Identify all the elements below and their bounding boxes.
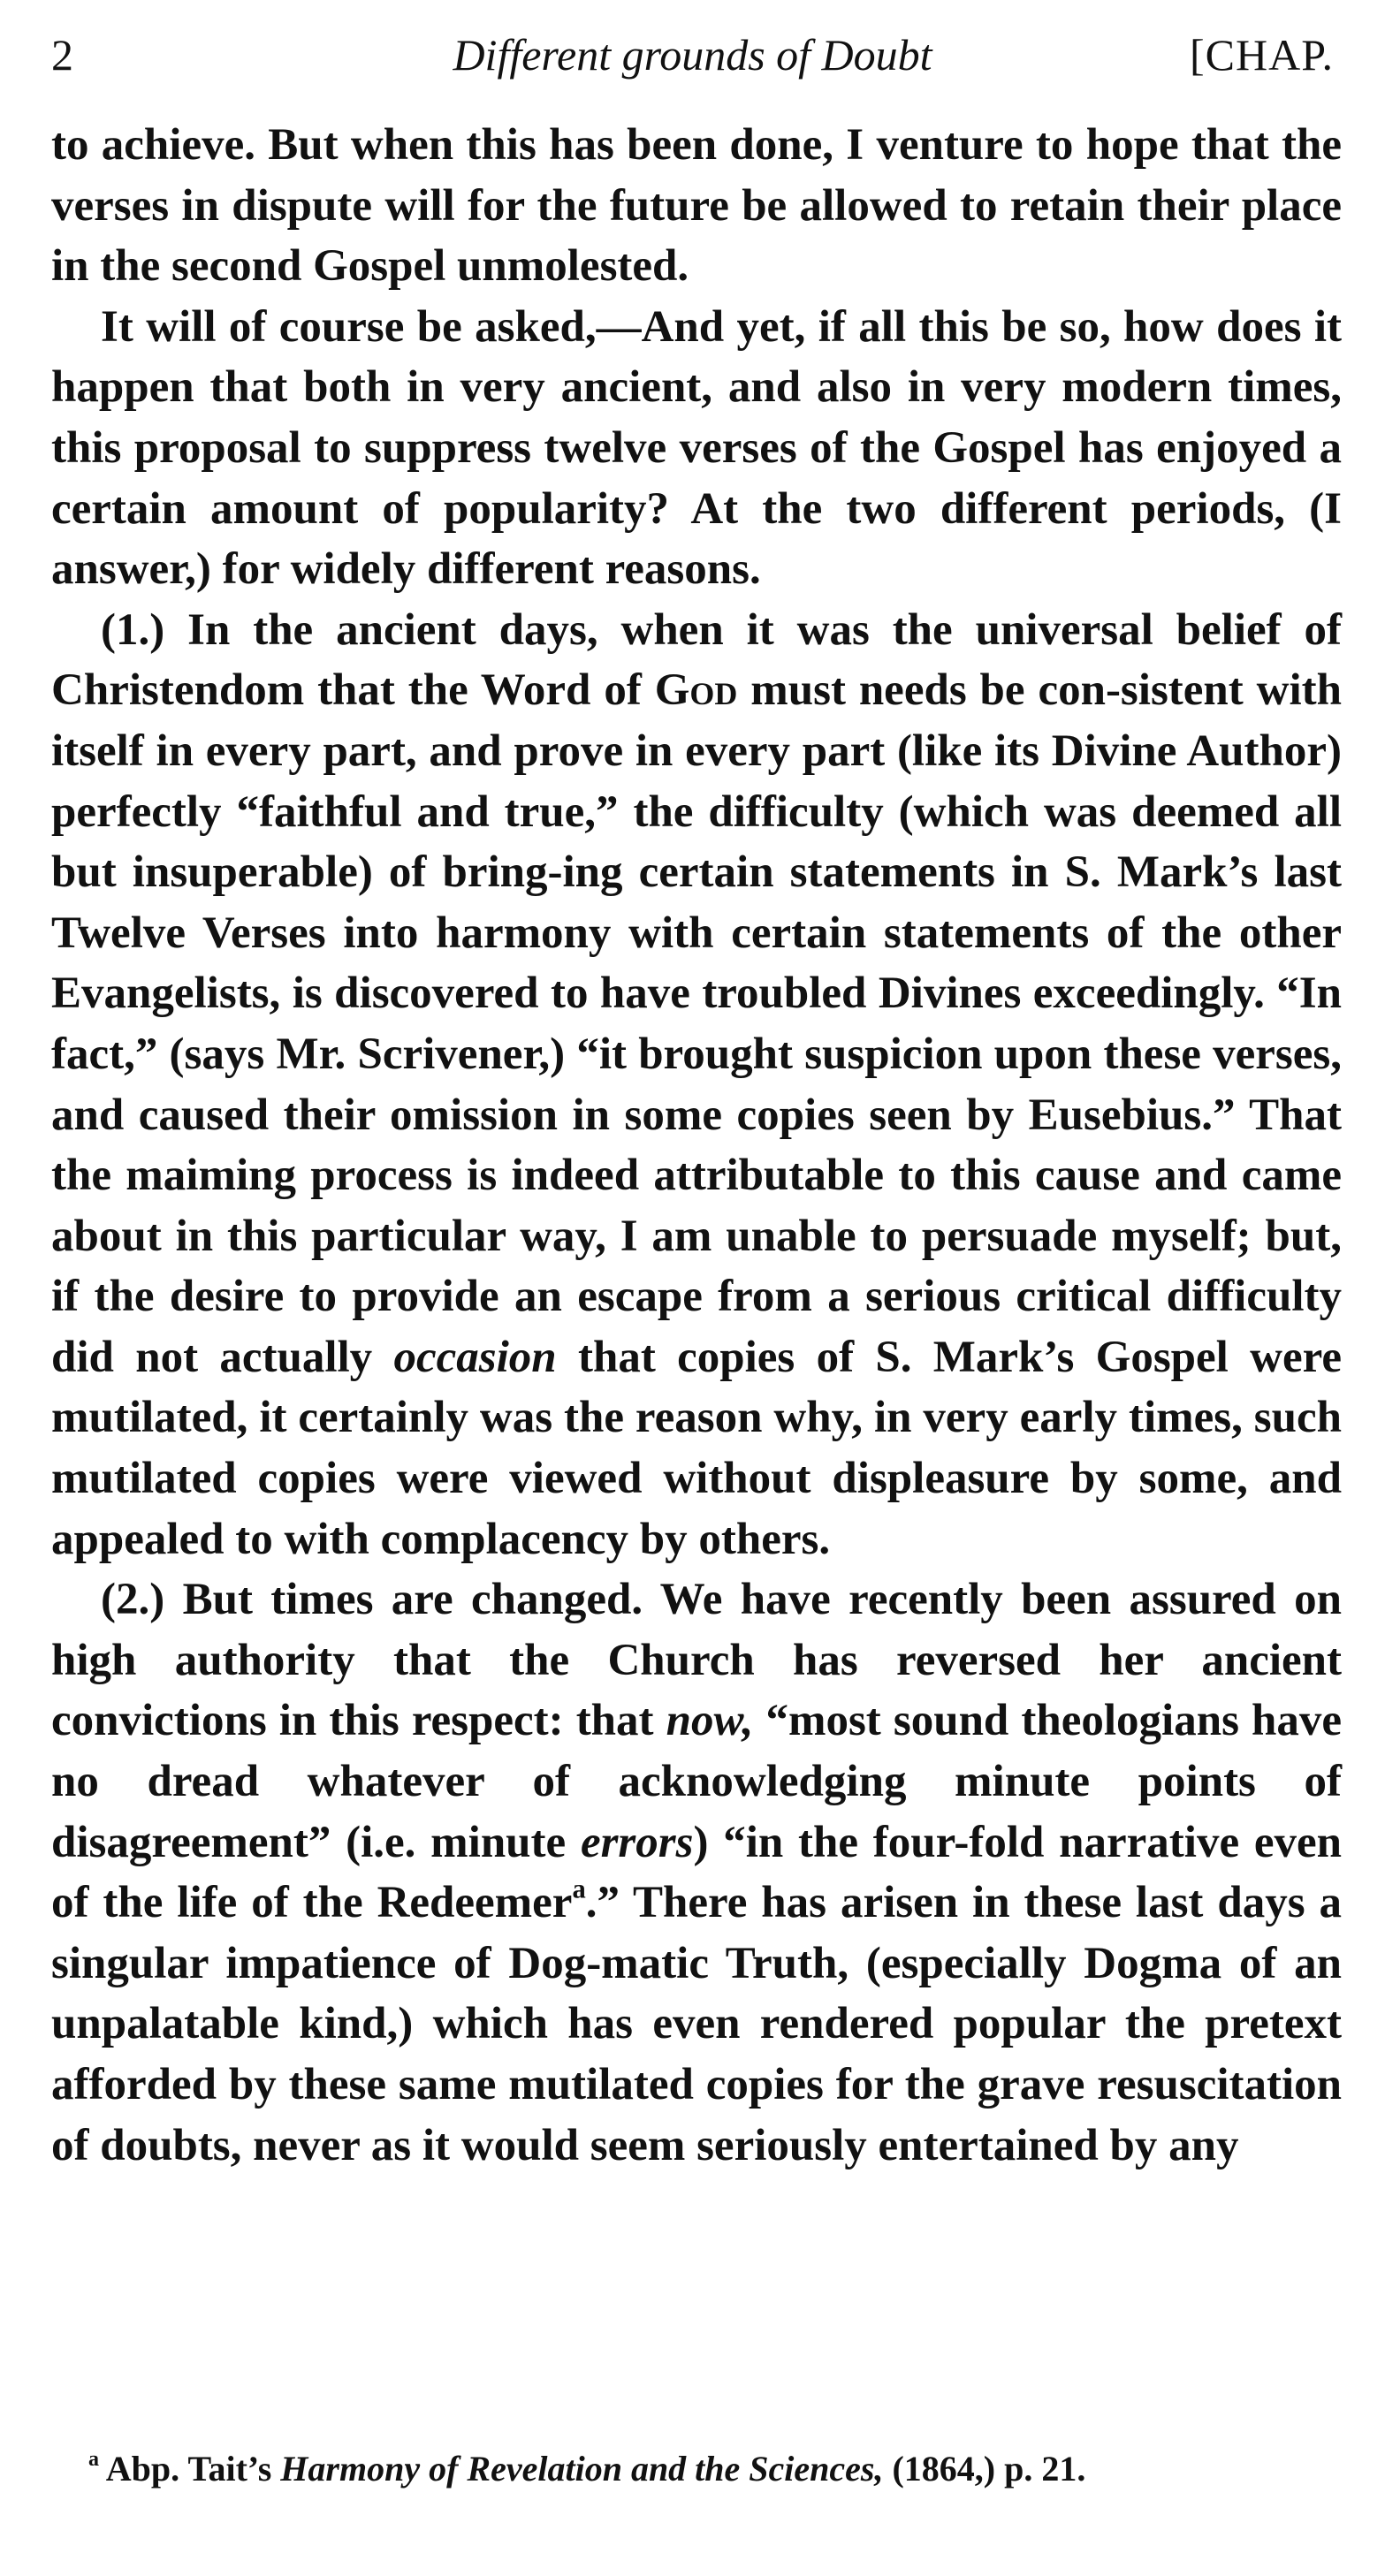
- body-text: [51, 115, 1342, 2176]
- running-title: Different grounds of Doubt: [453, 30, 932, 80]
- paragraph-4-text-b: “most sound theologians have no dread whatever of acknowledging minute points of disagreement” (i.e. minute: [51, 1696, 1342, 1867]
- paragraph-1-text: to achieve. But when this has been done, I venture to hope that the verses in dispute will for the future be allowed to retain their place in the second Gospel unmolested.: [51, 120, 1342, 292]
- paragraph-3-text-c: that copies of S. Mark’s Gospel were mutilated, it certainly was the reason why, in very early times, such mutilated copies were viewed without displeasure by some, and appealed to with complacency by others.: [51, 1332, 1342, 1564]
- footnote: [88, 2444, 1085, 2493]
- paragraph-4-text-a: (2.) But times are changed. We have recently been assured on high authority that the Church has reversed her ancient convictions in this respect: that: [51, 1575, 1342, 1746]
- paragraph-1: [51, 115, 1342, 297]
- paragraph-3: [51, 600, 1342, 1570]
- footnote-marker: a: [88, 2448, 99, 2472]
- emphasis-occasion: occasion: [393, 1332, 557, 1382]
- footnote-suffix: (1864,) p. 21.: [883, 2449, 1086, 2489]
- footnote-prefix: Abp. Tait’s: [99, 2449, 281, 2489]
- emphasis-errors: errors: [580, 1817, 694, 1867]
- chapter-mark: [CHAP.: [1190, 30, 1334, 80]
- paragraph-4-text-d: .” There has arisen in these last days a singular impatience of Dog-matic Truth, (especially Dogma of an unpalatable kind,) which has even rendered popular the pretext afforded by these same mutilated copies for the grave resuscitation of doubts, never as it would seem seriously entertained by any: [51, 1878, 1342, 2170]
- page-number: 2: [51, 30, 73, 80]
- paragraph-4: [51, 1569, 1342, 2176]
- page-header: [51, 19, 1334, 90]
- footnote-reference-marker: a: [572, 1873, 586, 1904]
- paragraph-3-text-a: (1.) In the ancient days, when it was the universal belief of Christendom that the Word of: [51, 604, 1342, 716]
- emphasis-now: now,: [666, 1696, 754, 1746]
- paragraph-2-text: It will of course be asked,—And yet, if all this be so, how does it happen that both in very ancient, and also in very modern times, this proposal to suppress twelve verses of the Gospel has enjoyed a certain amount of popularity? At the two different periods, (I answer,) for widely different reasons.: [51, 301, 1342, 595]
- paragraph-3-text-b: must needs be con-sistent with itself in every part, and prove in every part (like its Divine Author) perfectly “faithful and true,” the difficulty (which was deemed all but insuperable) of bring-ing certain statements in S. Mark’s last Twelve Verses into harmony with certain statements of the other Evangelists, is discovered to have troubled Divines exceedingly. “In fact,” (says Mr. Scrivener,) “it brought suspicion upon these verses, and caused their omission in some copies seen by Eusebius.” That the maiming process is indeed attributable to this cause and came about in this particular way, I am unable to persuade myself; but, if the desire to provide an escape from a serious critical difficulty did not actually: [51, 665, 1342, 1382]
- small-caps-god: God: [654, 665, 738, 716]
- footnote-title: Harmony of Revelation and the Sciences,: [280, 2449, 884, 2489]
- paragraph-4-text-c: ) “in the four-fold narrative even of the life of the Redeemer: [51, 1817, 1343, 1928]
- paragraph-2: [51, 297, 1342, 600]
